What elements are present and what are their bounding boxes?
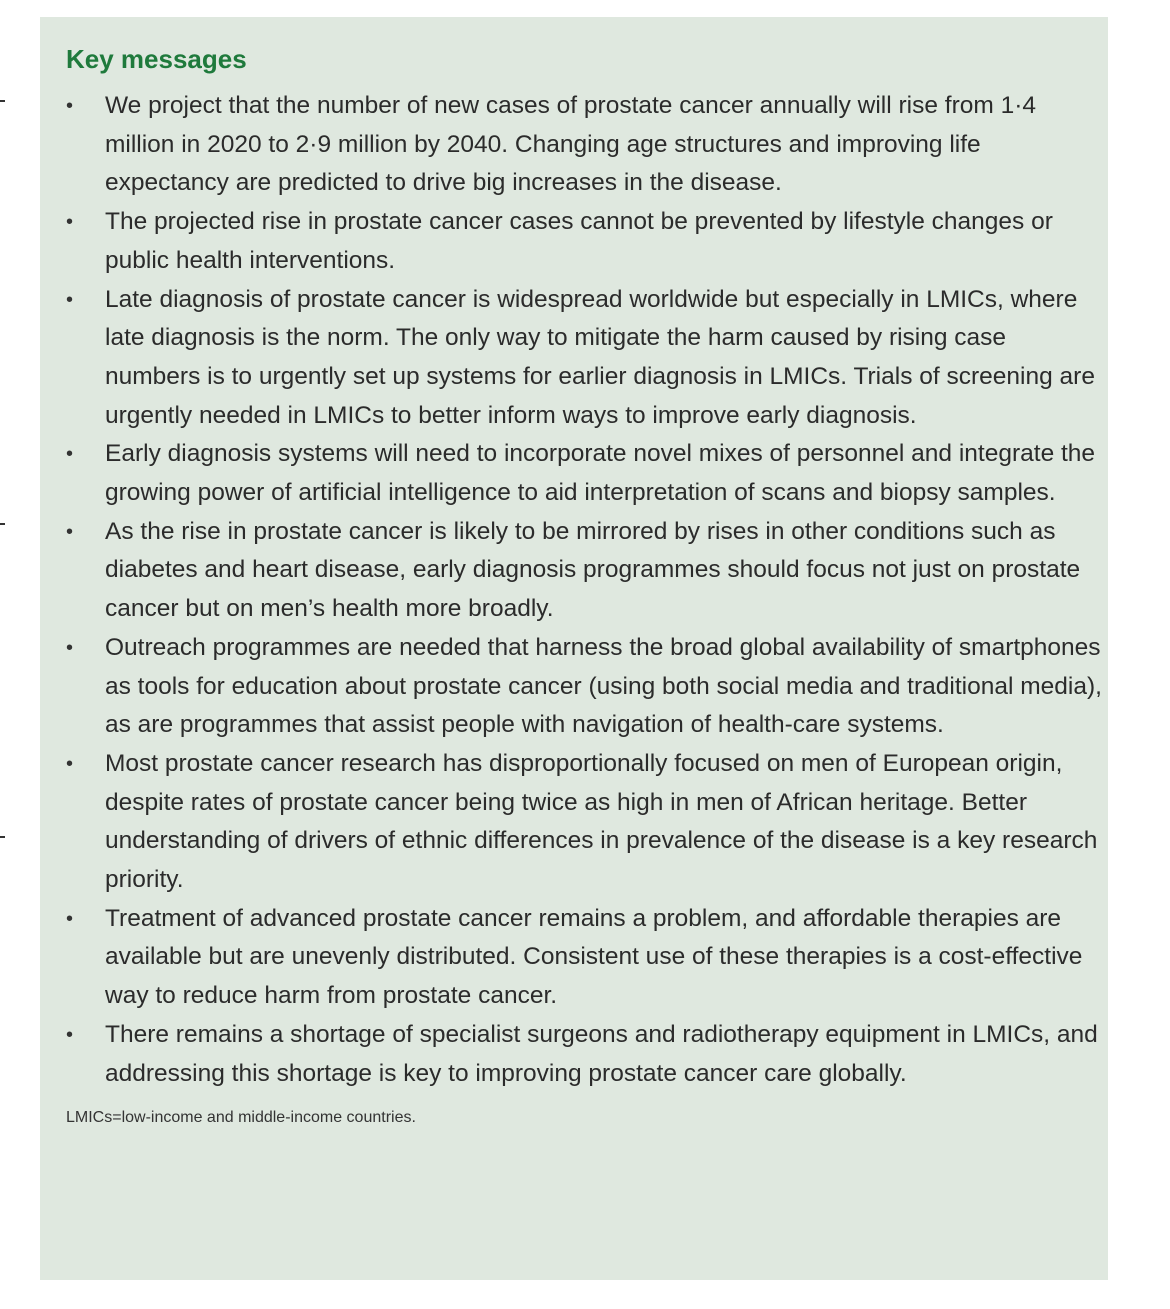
bullet-icon: • (66, 95, 74, 117)
list-item (66, 203, 1105, 280)
message-text: Late diagnosis of prostate cancer is widespread worldwide but especially in LMICs, where late diagnosis is the norm. The only way to mitigate the harm caused by rising case numbers is to urgently set up systems for earlier diagnosis in LMICs. Trials of screening are urgently needed in LMICs to better inform ways to improve early diagnosis. (105, 285, 1095, 429)
message-text: Most prostate cancer research has disproportionally focused on men of European origin, despite rates of prostate cancer being twice as high in men of African heritage. Better understanding of drivers of ethnic differences in prevalence of the disease is a key research priority. (105, 749, 1098, 894)
bullet-icon: • (66, 752, 74, 775)
list-item (66, 1016, 1105, 1093)
bullet-icon: • (66, 211, 74, 234)
abbreviation-footnote: LMICs=low-income and middle-income countries. (66, 1109, 416, 1127)
message-text: Treatment of advanced prostate cancer remains a problem, and affordable therapies are available but are unevenly distributed. Consistent use of these therapies is a cost-effective way to reduce harm from prostate cancer. (105, 904, 1083, 1010)
list-item (66, 513, 1105, 629)
margin-tick-mark (0, 836, 5, 838)
list-item (66, 745, 1105, 900)
message-text: There remains a shortage of specialist surgeons and radiotherapy equipment in LMICs, and addressing this shortage is key to improving prostate cancer care globally. (105, 1020, 1098, 1087)
message-text: The projected rise in prostate cancer cases cannot be prevented by lifestyle changes or public health interventions. (105, 208, 1053, 274)
margin-tick-mark (0, 523, 5, 525)
bullet-icon: • (66, 443, 74, 466)
list-item (66, 629, 1105, 745)
bullet-icon: • (66, 1023, 74, 1046)
bullet-icon: • (66, 907, 74, 930)
bullet-icon: • (66, 288, 74, 311)
key-messages-list (66, 87, 1108, 1093)
bullet-icon: • (66, 520, 74, 543)
message-text: Early diagnosis systems will need to incorporate novel mixes of personnel and integrate the growing power of artificial intelligence to aid interpretation of scans and biopsy samples. (105, 440, 1096, 507)
list-item (66, 435, 1105, 512)
list-item (66, 281, 1105, 436)
panel-title: Key messages (66, 44, 247, 74)
key-messages-panel (40, 17, 1108, 1280)
bullet-icon: • (66, 636, 74, 659)
message-text: We project that the number of new cases of prostate cancer annually will rise from 1·4 million in 2020 to 2·9 million by 2040. Changing age structures and improving life expectancy are predicted to drive big increases in the disease. (105, 92, 1036, 197)
margin-tick-mark (0, 100, 5, 102)
list-item (66, 900, 1105, 1016)
message-text: As the rise in prostate cancer is likely to be mirrored by rises in other conditions such as diabetes and heart disease, early diagnosis programmes should focus not just on prostate cancer but on men’s health more broadly. (105, 517, 1081, 623)
message-text: Outreach programmes are needed that harness the broad global availability of smartphones as tools for education about prostate cancer (using both social media and traditional media), as are programmes that assist people with navigation of health-care systems. (105, 633, 1102, 739)
list-item (66, 87, 1105, 203)
